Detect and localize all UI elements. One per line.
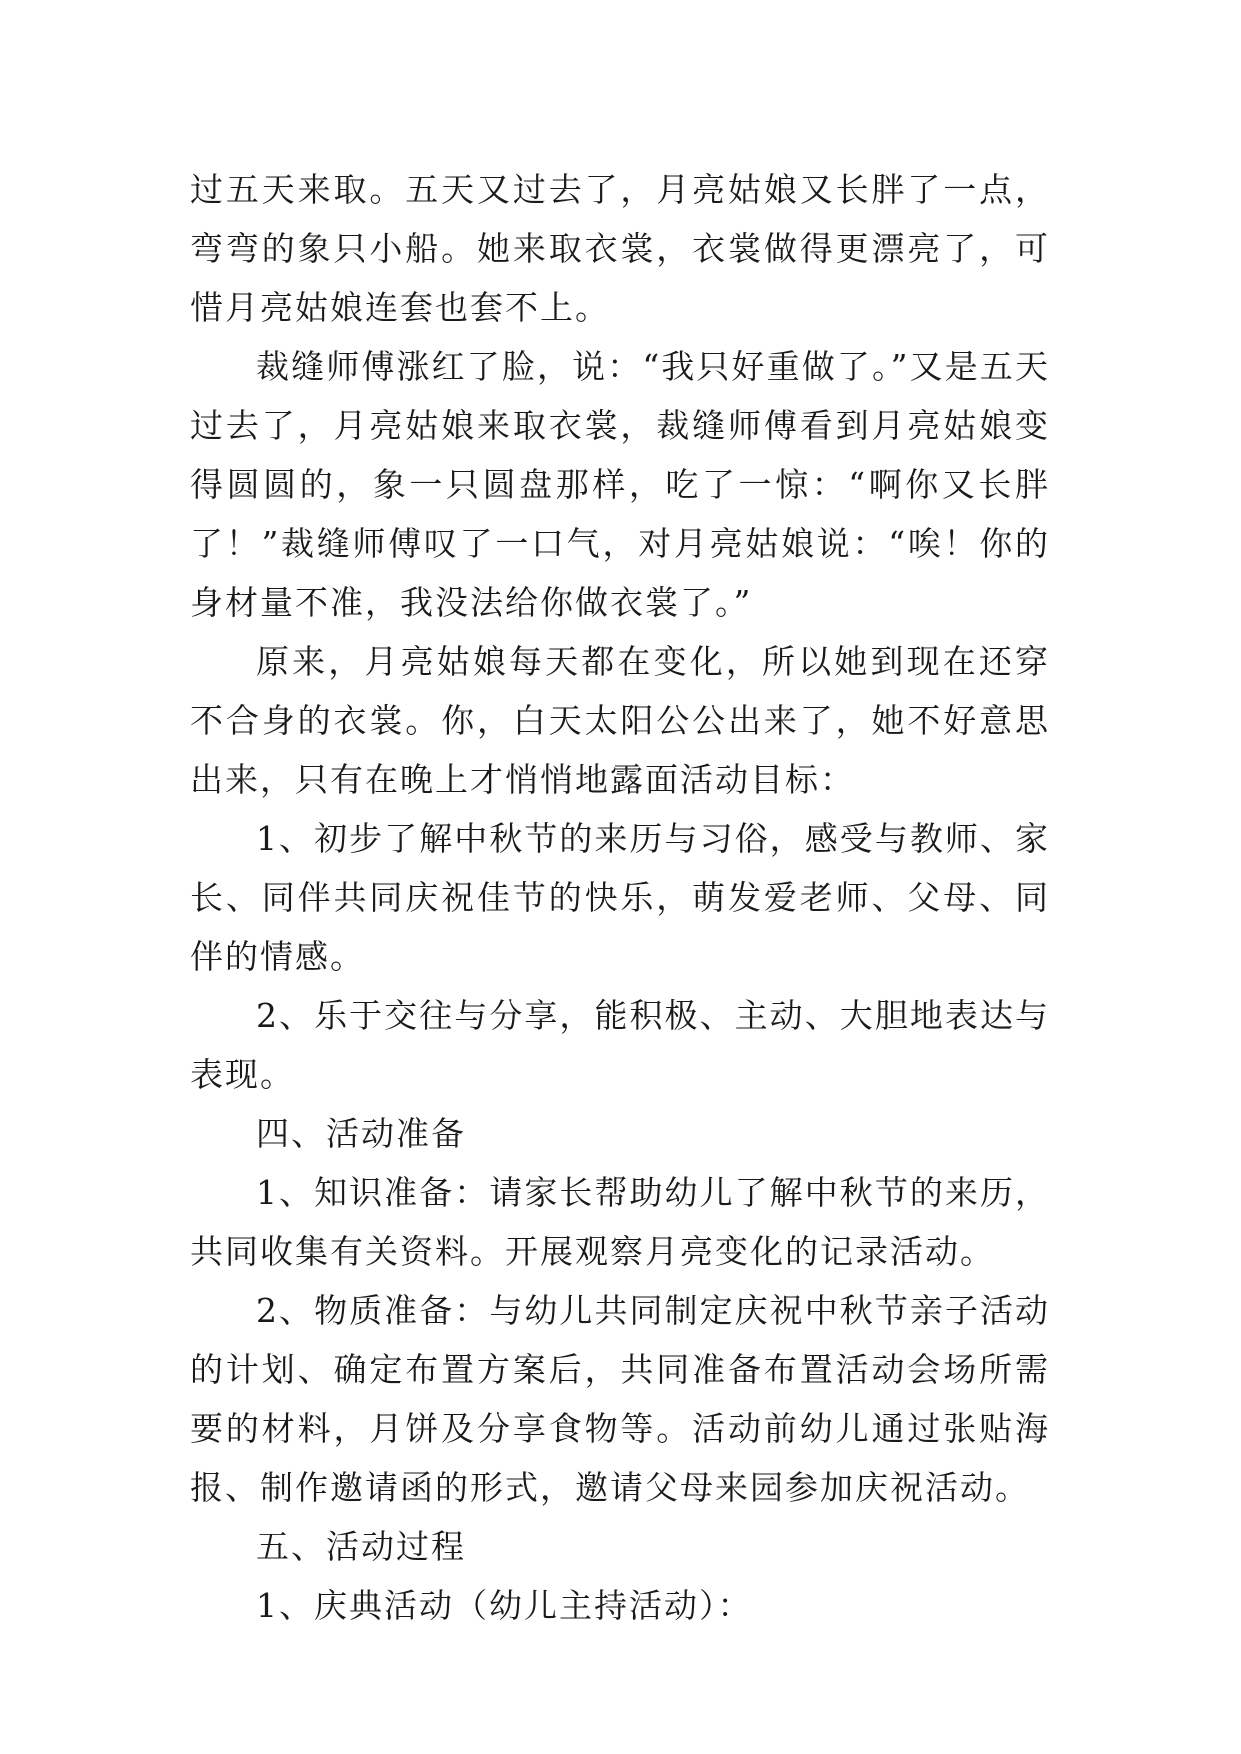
preparation-item-material: 2、物质准备：与幼儿共同制定庆祝中秋节亲子活动的计划、确定布置方案后，共同准备布置活动会场所需要的材料，月饼及分享食物等。活动前幼儿通过张贴海报、制作邀请函的形式，邀请父母来园参加庆祝活动。 (190, 1291, 1050, 1507)
preparation-item-knowledge: 1、知识准备：请家长帮助幼儿了解中秋节的来历，共同收集有关资料。开展观察月亮变化的记录活动。 (190, 1173, 1050, 1271)
paragraph-story-continuation: 过五天来取。五天又过去了，月亮姑娘又长胖了一点，弯弯的象只小船。她来取衣裳，衣裳做得更漂亮了，可惜月亮姑娘连套也套不上。 (190, 170, 1050, 327)
paragraph-moon-changes: 原来，月亮姑娘每天都在变化，所以她到现在还穿不合身的衣裳。你，白天太阳公公出来了，她不好意思出来，只有在晚上才悄悄地露面活动目标： (190, 642, 1050, 799)
document-body (190, 160, 1050, 1635)
goal-item-2: 2、乐于交往与分享，能积极、主动、大胆地表达与表现。 (190, 996, 1050, 1094)
process-item-celebration: 1、庆典活动（幼儿主持活动）： (256, 1586, 753, 1625)
section-heading-process: 五、活动过程 (256, 1527, 466, 1566)
paragraph-tailor-remake: 裁缝师傅涨红了脸，说：“我只好重做了。”又是五天过去了，月亮姑娘来取衣裳，裁缝师傅看到月亮姑娘变得圆圆的，象一只圆盘那样，吃了一惊：“啊你又长胖了！”裁缝师傅叹了一口气，对月亮姑娘说：“唉！你的身材量不准，我没法给你做衣裳了。” (190, 347, 1050, 622)
section-heading-preparation: 四、活动准备 (256, 1114, 466, 1153)
goal-item-1: 1、初步了解中秋节的来历与习俗，感受与教师、家长、同伴共同庆祝佳节的快乐，萌发爱老师、父母、同伴的情感。 (190, 819, 1050, 976)
